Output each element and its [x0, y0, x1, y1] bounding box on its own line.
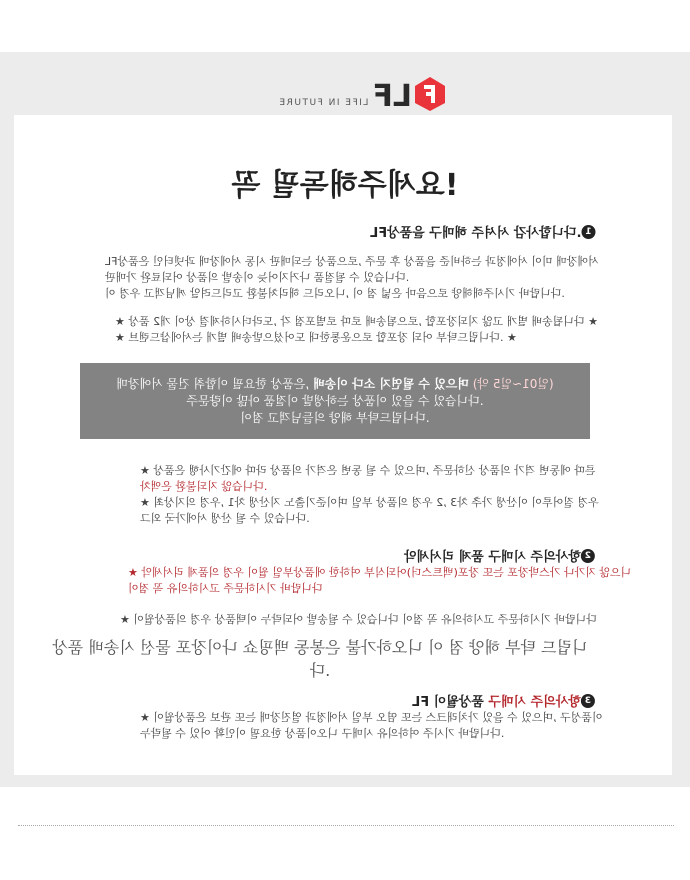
- section-2-number: 2: [581, 549, 595, 563]
- section-2-bullet: ★ 이월상품의 경우 상품택이 누락되어 발송될 수 있습니다 이점 꼭 유의하시고 주문하시기 바랍니다: [120, 613, 597, 626]
- delivery-notice-box: [80, 363, 590, 439]
- section-1-bullets: ★ 상품 2개 이상 결제하시더라도, 각 점포별로 따로 배송됨으로, 합포장되지 않고 개별 배송됩니다 ★ ★ 브랜드샵에서는 개별 배송받으셨어도 대한통운으로 합포장 되어 부탁드립니다. ★: [115, 315, 598, 344]
- packaging-note: 상품 배송시 선물 포장이나 쇼핑백 동봉은 불가하오니 이 점 양해 부탁 드립니다.: [52, 638, 588, 680]
- notice-line-3: 이점 고객님들의 양해 부탁드립니다.: [240, 410, 430, 425]
- price-notice: ★ 상품은 행사기간에 따라 상품의 가격은 변동 될 수 있으며, 주문하신 상품의 가격 변동에 따른 차액은 환불되지 않습니다. ★ 최상지의 경우, 1차 생산지 노출기준이며 일부 상품의 경우 2, 3차 추가 생산이 이루어질 경우 그외 국가에서 생산 될 수 있습니다.: [140, 464, 599, 525]
- dotted-divider: [18, 825, 674, 826]
- lf-emblem-icon: [412, 76, 448, 112]
- notice-line-2: 주문량이 많아 품절이 발생하는 상품이 있을 수 있습니다.: [186, 393, 484, 408]
- section-3-number: 3: [581, 694, 595, 708]
- section-1-number: 1: [582, 225, 596, 239]
- section-3-heading: 3 LF 이월상품 구매시 주의사항: [412, 691, 601, 710]
- section-3-body: ★ 이월상품은 보관 또는 매장진열 과정에서 일부 오염 또는 스크래치가 있을 수 있으며, 구성품이 누락될 수 있어 확인이 필요한 상품이오니 구매시 유의하여 주시기 바랍니다.: [140, 711, 603, 740]
- page-title: 꼭 필독해주세요!: [231, 168, 459, 203]
- brand-wordmark: LF: [372, 79, 412, 114]
- section-1-body: LF상품은 인터넷과 매장에서 동시 판매되는 상품으로, 주문 후 상품을 준비하는 과정에서 이미 매장에서 판매가 완료되어 상품의 발송이 늦어지거나 품절될 수 있습니다. 이 경우 고객님께 알려드리고 환불처리해 드리오니, 이 점 넓은 마음으로 양해해주시기 바랍니다.: [105, 255, 599, 300]
- section-2-body: ★ 악세서리 제품의 경우 이월 일부상품에 한하여 부식되어(더스트백)포장 또는 포장박스가 나가지 않으니 이점 꼭 유의하시고 주문하시기 바랍니다: [128, 566, 632, 595]
- brand-logo: [268, 72, 448, 112]
- brand-tagline: LIFE IN FUTURE: [277, 98, 369, 108]
- notice-line-1: 매장에서 물건 취합이 필요한 상품은, 배송이 다소 지연될 수 있으며 (약 5일~10일): [116, 376, 554, 391]
- section-1-heading: 1 LF상품을 구매해 주셔서 감사합니다.: [370, 222, 602, 241]
- section-2-heading: 2 악세서리 제품 구매시 주의사항: [404, 546, 601, 565]
